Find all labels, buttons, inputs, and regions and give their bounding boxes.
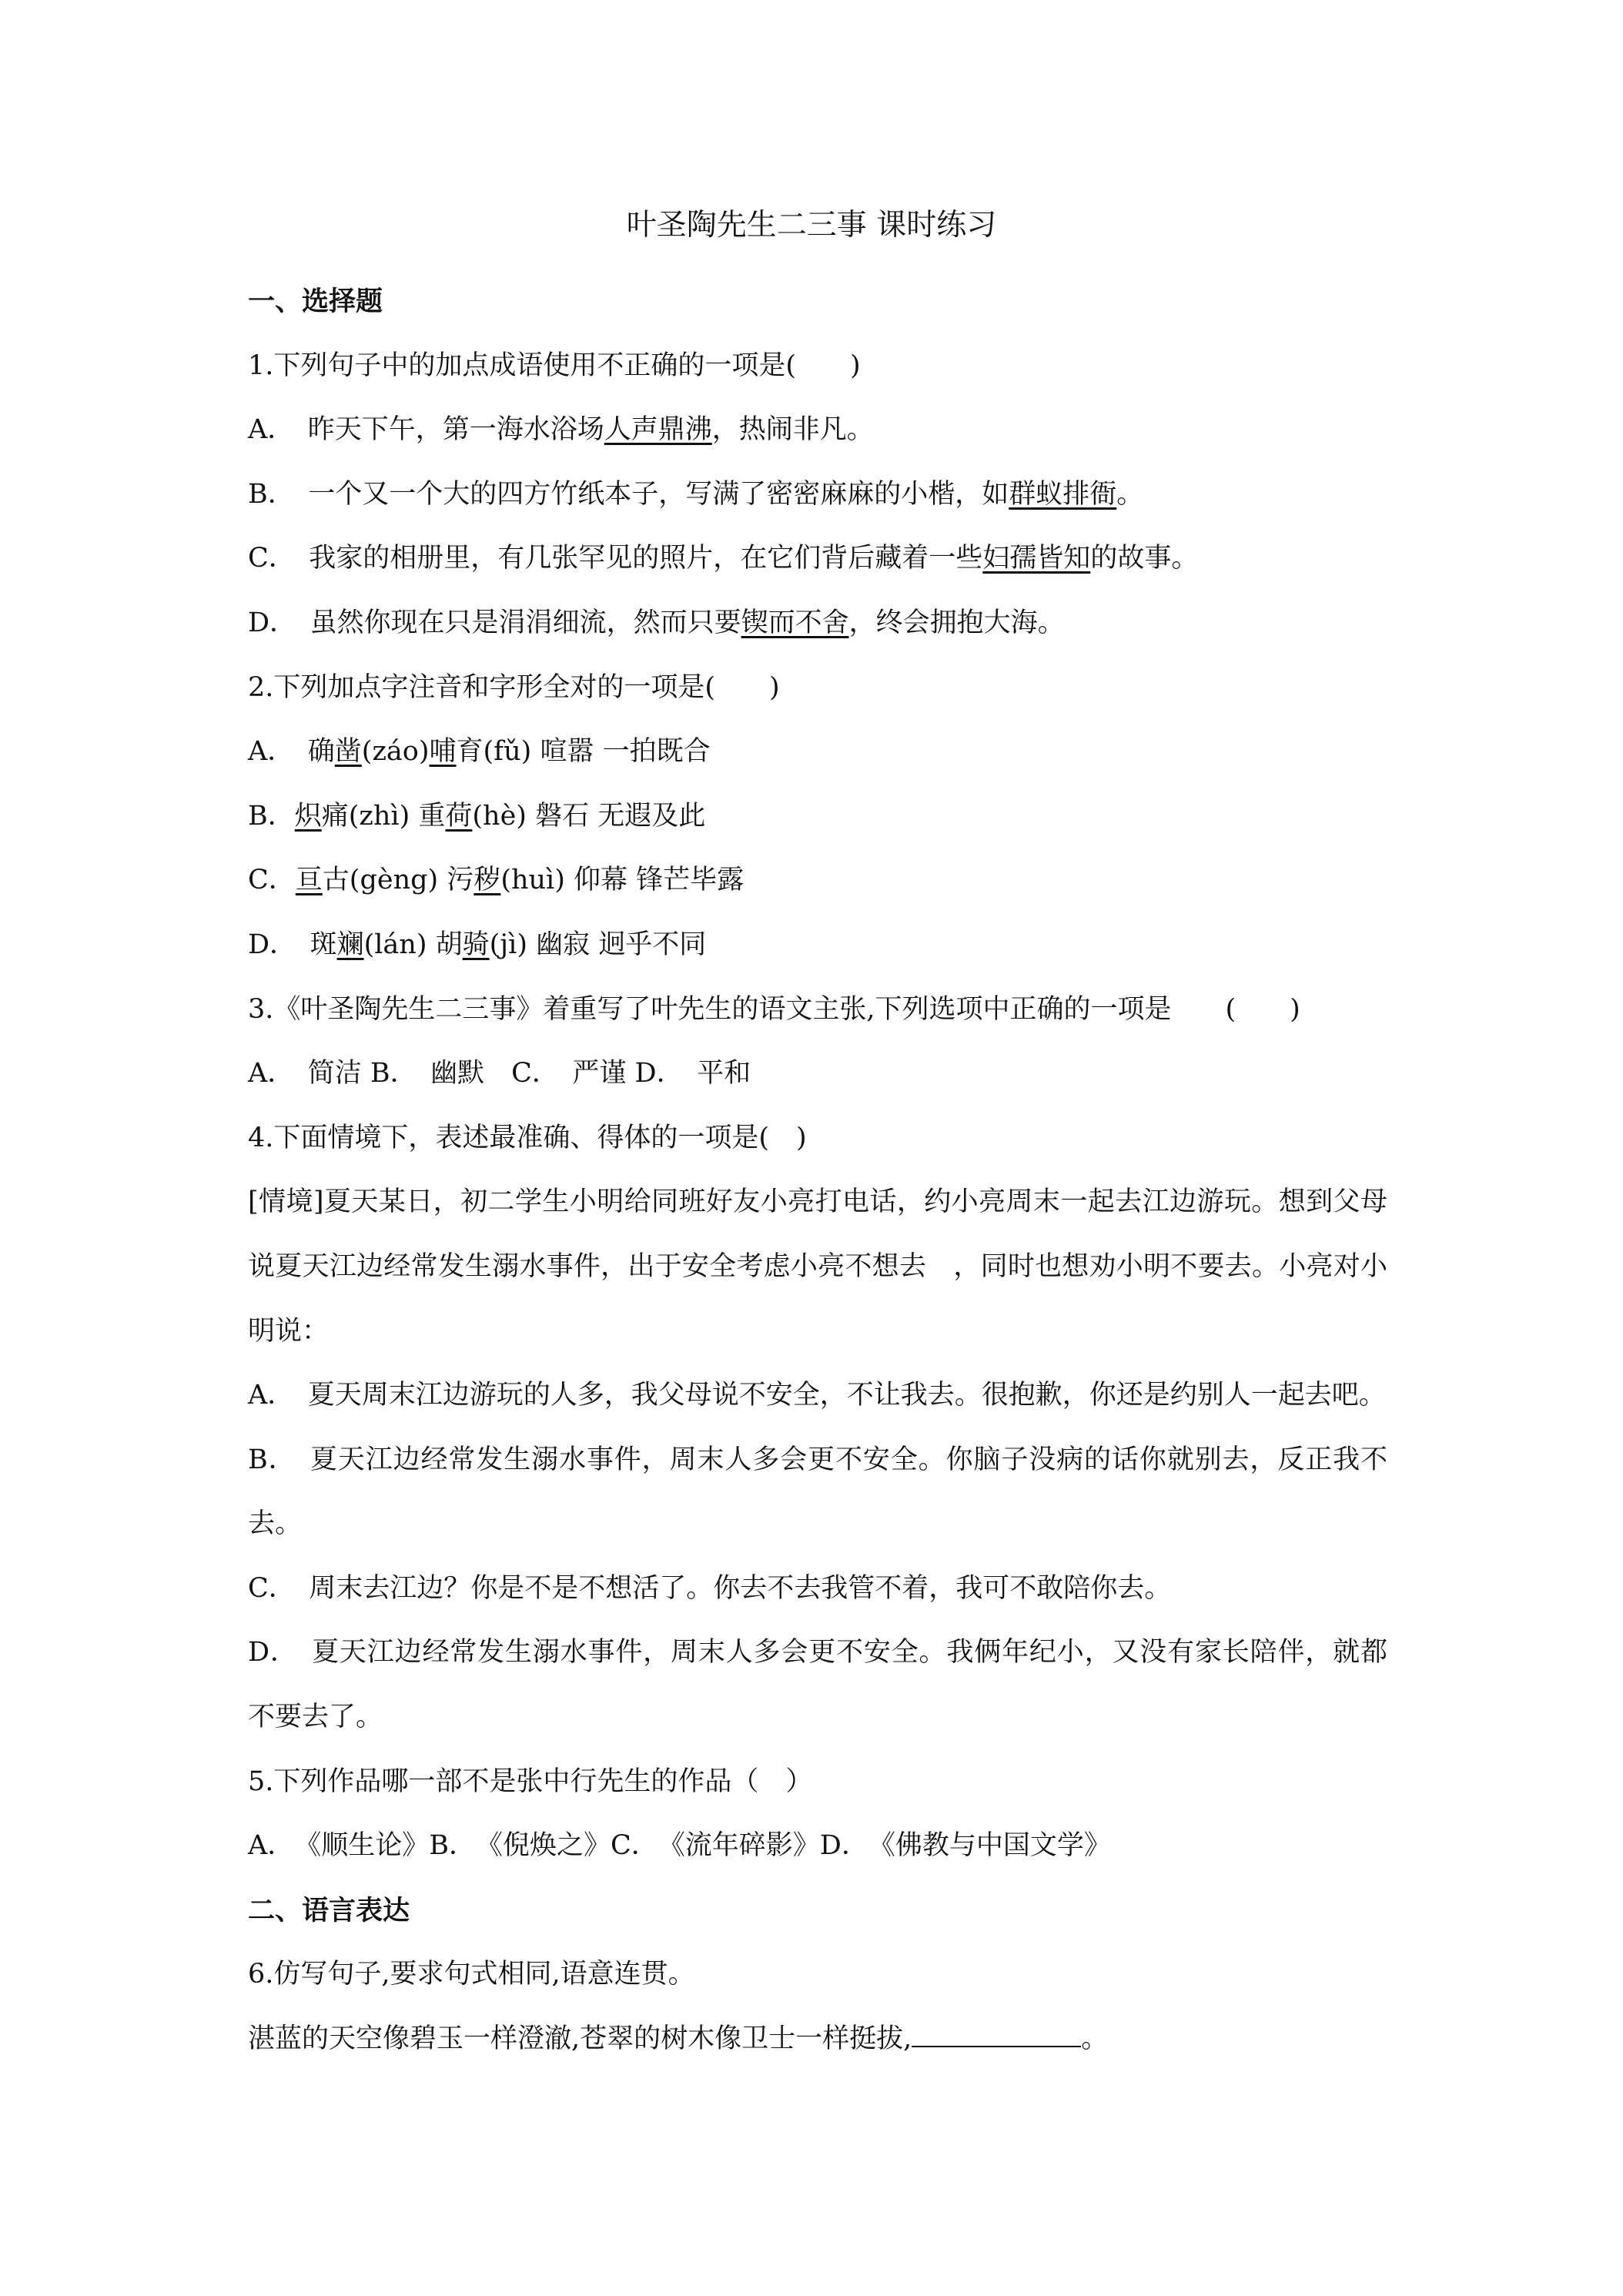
question-1-option-b: B． 一个又一个大的四方竹纸本子，写满了密密麻麻的小楷，如群蚁排衙。: [248, 478, 1144, 510]
question-4-option-c: C． 周末去江边？你是不是不想活了。你去不去我管不着，我可不敢陪你去。: [248, 1572, 1172, 1604]
question-2-option-b: B．炽痛(zhì) 重荷(hè) 磐石 无遐及此: [248, 800, 706, 832]
question-6-stem: 6.仿写句子,要求句式相同,语意连贯。: [248, 1959, 695, 1990]
question-4-stem: 4.下面情境下，表述最准确、得体的一项是( ): [248, 1122, 807, 1153]
question-1-stem: 1.下列句子中的加点成语使用不正确的一项是( ): [248, 350, 861, 381]
question-1-option-c: C． 我家的相册里，有几张罕见的照片，在它们背后藏着一些妇孺皆知的故事。: [248, 543, 1199, 574]
section-heading-expression: 二、语言表达: [248, 1894, 410, 1926]
page-title: 叶圣陶先生二三事 课时练习: [626, 208, 997, 243]
question-3-options: A． 简洁 B． 幽默 C． 严谨 D． 平和: [248, 1058, 751, 1089]
question-5-stem: 5.下列作品哪一部不是张中行先生的作品（ ）: [248, 1766, 813, 1797]
question-2-stem: 2.下列加点字注音和字形全对的一项是( ): [248, 671, 780, 703]
answer-blank[interactable]: [912, 2023, 1081, 2047]
section-heading-choice: 一、选择题: [248, 286, 383, 317]
question-4-option-a: A． 夏天周末江边游玩的人多，我父母说不安全，不让我去。很抱歉，你还是约别人一起去吧。: [248, 1380, 1386, 1411]
question-4-context: [情境]夏天某日，初二学生小明给同班好友小亮打电话，约小亮周末一起去江边游玩。想到父母说夏天江边经常发生溺水事件，出于安全考虑小亮不想去 ，同时也想劝小明不要去。小亮对小明说：: [248, 1186, 1387, 1347]
question-2-option-d: D． 斑斓(lán) 胡骑(jì) 幽寂 迥乎不同: [248, 929, 707, 960]
exercise-content: [248, 269, 1387, 2072]
question-5-options: A． 《顺生论》B． 《倪焕之》C． 《流年碎影》D． 《佛教与中国文学》: [248, 1830, 1111, 1862]
question-4-option-b: B． 夏天江边经常发生溺水事件，周末人多会更不安全。你脑子没病的话你就别去，反正我不去。: [248, 1444, 1387, 1540]
question-1-option-d: D． 虽然你现在只是涓涓细流，然而只要锲而不舍，终会拥抱大海。: [248, 607, 1065, 638]
question-4-option-d: D． 夏天江边经常发生溺水事件，周末人多会更不安全。我俩年纪小，又没有家长陪伴，就都不要去了。: [248, 1637, 1387, 1733]
question-3-stem: 3.《叶圣陶先生二三事》着重写了叶先生的语文主张,下列选项中正确的一项是 ( ): [248, 993, 1300, 1025]
question-6-sentence: 湛蓝的天空像碧玉一样澄澈,苍翠的树木像卫士一样挺拔, 。: [248, 2023, 1109, 2055]
question-2-option-a: A． 确凿(záo)哺育(fǔ) 喧嚣 一拍既合: [248, 736, 711, 768]
question-1-option-a: A． 昨天下午，第一海水浴场人声鼎沸，热闹非凡。: [248, 414, 874, 446]
question-2-option-c: C．亘古(gèng) 污秽(huì) 仰幕 锋芒毕露: [248, 865, 745, 896]
